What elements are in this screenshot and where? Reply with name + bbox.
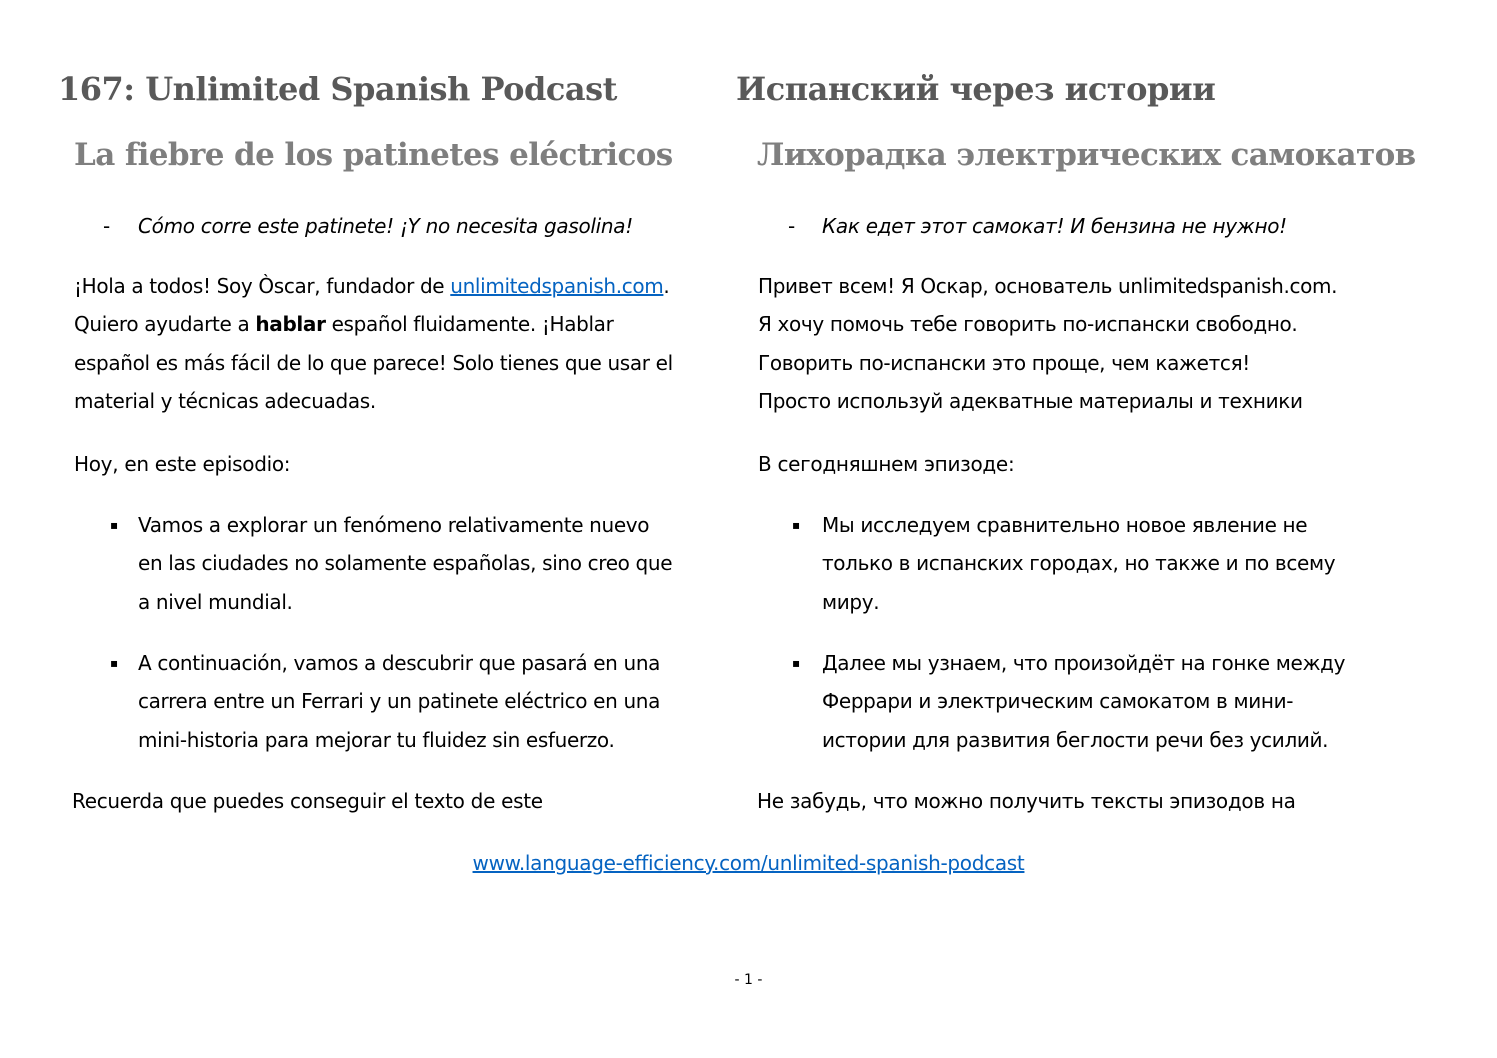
right-intro bbox=[758, 267, 1337, 420]
intro-text: español fluidamente. ¡Hablar bbox=[325, 312, 614, 337]
right-intro-line4: Просто используй адекватные материалы и техники bbox=[758, 388, 1303, 413]
left-quote-dash: - bbox=[103, 214, 111, 238]
intro-text: . bbox=[663, 274, 670, 298]
url-line bbox=[0, 851, 1497, 875]
left-intro-line1 bbox=[74, 267, 673, 305]
bullet-line: Vamos a explorar un fenómeno relativamente nuevo bbox=[138, 513, 650, 537]
left-intro-line4: material y técnicas adecuadas. bbox=[74, 388, 376, 413]
left-intro-line3: español es más fácil de lo que parece! Solo tienes que usar el bbox=[74, 350, 673, 375]
bullet-line: a nivel mundial. bbox=[138, 589, 293, 614]
right-title: Испанский через истории bbox=[736, 70, 1216, 108]
right-bullet-1 bbox=[822, 506, 1335, 621]
right-reminder: Не забудь, что можно получить тексты эпизодов на bbox=[757, 789, 1296, 813]
left-bullet-2 bbox=[138, 644, 660, 759]
page-number: - 1 - bbox=[734, 972, 763, 988]
left-quote: Cómo corre este patinete! ¡Y no necesita gasolina! bbox=[138, 214, 633, 238]
right-subtitle: Лихорадка электрических самокатов bbox=[757, 137, 1416, 173]
right-quote-dash: - bbox=[788, 214, 796, 238]
bullet-line: Мы исследуем сравнительно новое явление не bbox=[822, 513, 1308, 537]
bullet-line: mini-historia para mejorar tu fluidez sin esfuerzo. bbox=[138, 727, 615, 752]
left-intro-line2 bbox=[74, 305, 673, 343]
bullet-icon: ▪ bbox=[110, 518, 119, 532]
intro-text: ¡Hola a todos! Soy Òscar, fundador de bbox=[74, 274, 451, 298]
bullet-icon: ▪ bbox=[792, 656, 801, 670]
left-reminder: Recuerda que puedes conseguir el texto de este bbox=[72, 789, 543, 813]
bullet-icon: ▪ bbox=[110, 656, 119, 670]
bullet-line: carrera entre un Ferrari y un patinete eléctrico en una bbox=[138, 689, 661, 714]
left-title: 167: Unlimited Spanish Podcast bbox=[58, 70, 617, 108]
left-intro bbox=[74, 267, 673, 420]
bullet-line: Далее мы узнаем, что произойдёт на гонке между bbox=[822, 651, 1346, 675]
bold-word: hablar bbox=[255, 312, 326, 337]
podcast-url-link[interactable]: www.language-efficiency.com/unlimited-spanish-podcast bbox=[472, 851, 1025, 875]
left-subtitle: La fiebre de los patinetes eléctricos bbox=[74, 137, 673, 173]
bullet-line: en las ciudades no solamente españolas, sino creo que bbox=[138, 551, 673, 576]
right-episode-label: В сегодняшнем эпизоде: bbox=[758, 452, 1015, 476]
bullet-line: A continuación, vamos a descubrir que pasará en una bbox=[138, 651, 661, 675]
bullet-line: только в испанских городах, но также и по всему bbox=[822, 551, 1336, 576]
right-intro-line1: Привет всем! Я Оскар, основатель unlimitedspanish.com. bbox=[758, 274, 1338, 298]
bullet-line: истории для развития беглости речи без усилий. bbox=[822, 727, 1329, 752]
left-episode-label: Hoy, en este episodio: bbox=[74, 452, 291, 476]
right-intro-line2: Я хочу помочь тебе говорить по-испански свободно. bbox=[758, 312, 1298, 337]
bullet-icon: ▪ bbox=[792, 518, 801, 532]
right-quote: Как едет этот самокат! И бензина не нужно! bbox=[822, 214, 1287, 238]
bullet-line: Феррари и электрическим самокатом в мини- bbox=[822, 689, 1294, 714]
left-bullet-1 bbox=[138, 506, 672, 621]
intro-text: Quiero ayudarte a bbox=[74, 312, 256, 337]
right-bullet-2 bbox=[822, 644, 1345, 759]
right-intro-line3: Говорить по-испански это проще, чем кажется! bbox=[758, 350, 1250, 375]
bullet-line: миру. bbox=[822, 589, 880, 614]
unlimitedspanish-link[interactable]: unlimitedspanish.com bbox=[450, 274, 664, 298]
